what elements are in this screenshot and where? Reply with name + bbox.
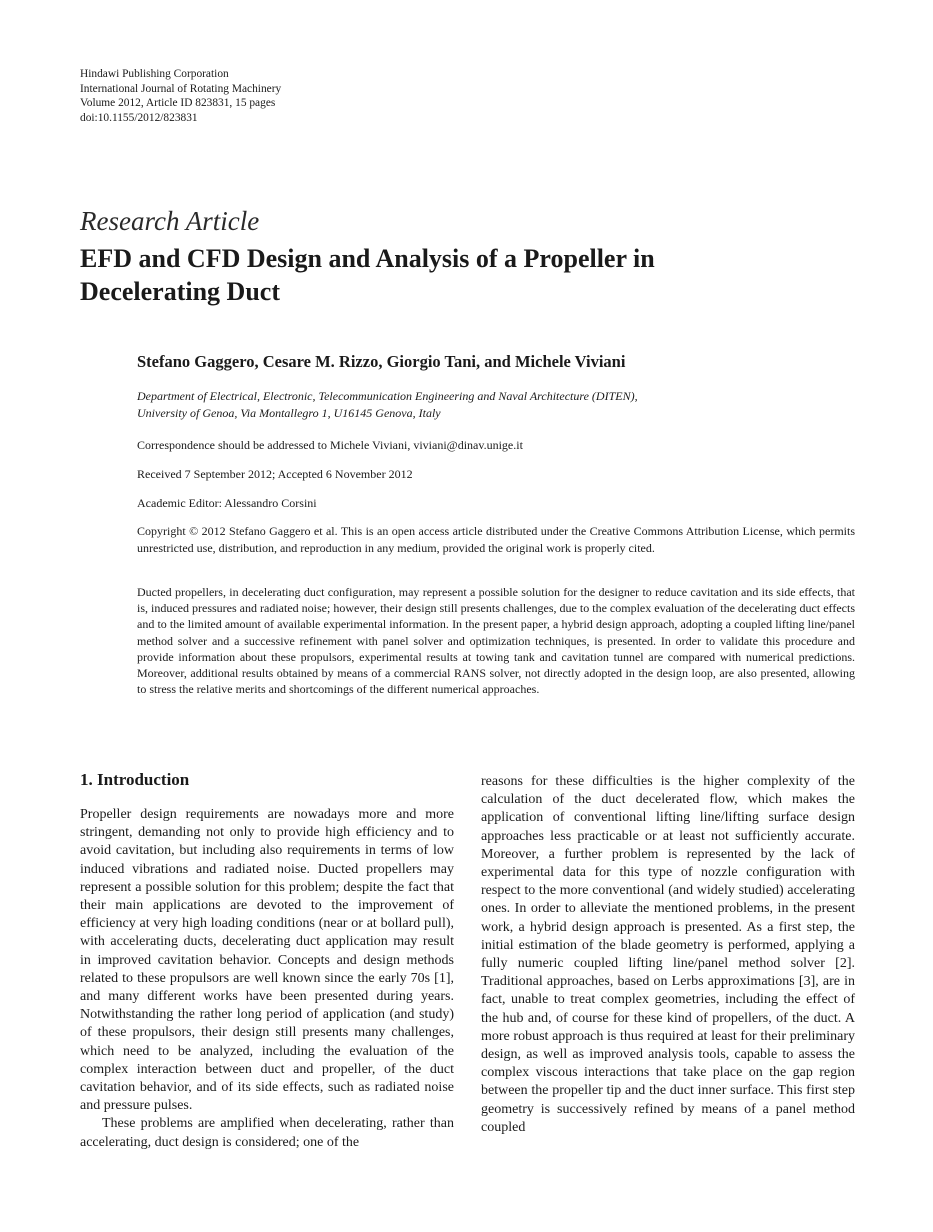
volume-info: Volume 2012, Article ID 823831, 15 pages bbox=[80, 97, 276, 110]
affiliation-line-1: Department of Electrical, Electronic, Telecommunication Engineering and Naval Architecture (DITEN), bbox=[137, 389, 638, 403]
doi: doi:10.1155/2012/823831 bbox=[80, 111, 198, 124]
intro-paragraph-2-continued: reasons for these difficulties is the higher complexity of the calculation of the duct decelerated flow, which makes the application of conventional lifting line/lifting surface design approaches less practicable or at least not sufficiently accurate. Moreover, a further problem is represented by the lack of experimental data for this type of nozzle configuration with respect to the more conventional (and widely studied) accelerating ones. In order to alleviate the mentioned problems, in the present work, a hybrid design approach is presented. As a first step, the initial estimation of the blade geometry is performed, applying a fully numeric coupled lifting line/panel method solver [2]. Traditional approaches, based on Lerbs approximations [3], are in fact, unable to treat complex geometries, including the effect of the hub and, of course for these kind of propellers, of the duct. A more robust approach is thus required at least for their preliminary design, as well as improved analysis tools, capable to assess the complex viscous interactions that take place on the gap region between the propeller tip and the duct inner surface. This first step geometry is successively refined by means of a panel method coupled bbox=[481, 774, 855, 1135]
journal-info bbox=[80, 67, 281, 125]
journal-name: International Journal of Rotating Machinery bbox=[80, 82, 282, 95]
affiliation-line-2: University of Genoa, Via Montallegro 1, U16145 Genova, Italy bbox=[137, 406, 441, 420]
intro-paragraph-2: These problems are amplified when decelerating, rather than accelerating, duct design is considered; one of the bbox=[80, 1116, 454, 1150]
correspondence: Correspondence should be addressed to Michele Viviani, viviani@dinav.unige.it bbox=[137, 438, 523, 452]
left-column bbox=[80, 806, 454, 1152]
article-type: Research Article bbox=[80, 206, 260, 236]
article-title: EFD and CFD Design and Analysis of a Propeller in Decelerating Duct bbox=[80, 244, 655, 306]
received-accepted-dates: Received 7 September 2012; Accepted 6 November 2012 bbox=[137, 467, 413, 481]
abstract: Ducted propellers, in decelerating duct configuration, may represent a possible solution for the designer to reduce cavitation and its side effects, that is, induced pressures and radiated noise; however, their design still presents challenges, due to the complex evaluation of the decelerating duct effects and to the limited amount of available experimental information. In the present paper, a hybrid design approach, adopting a coupled lifting line/panel method solver and a successive refinement with panel solver and optimization techniques, is presented. In order to validate this procedure and provide information about these propulsors, experimental results at towing tank and cavitation tunnel are compared with numerical predictions. Moreover, additional results obtained by means of a commercial RANS solver, not directly adopted in the design loop, are also presented, allowing to stress the relative merits and shortcomings of the different numerical approaches. bbox=[137, 585, 855, 697]
section-heading-introduction: 1. Introduction bbox=[80, 770, 190, 789]
academic-editor: Academic Editor: Alessandro Corsini bbox=[137, 496, 317, 510]
affiliation bbox=[137, 388, 638, 422]
publisher: Hindawi Publishing Corporation bbox=[80, 68, 229, 80]
right-column bbox=[481, 773, 855, 1137]
copyright-notice: Copyright © 2012 Stefano Gaggero et al. This is an open access article distributed under the Creative Commons Attribution License, which permits unrestricted use, distribution, and reproduction in any medium, provided the original work is properly cited. bbox=[137, 524, 855, 555]
authors: Stefano Gaggero, Cesare M. Rizzo, Giorgio Tani, and Michele Viviani bbox=[137, 352, 626, 371]
intro-paragraph-1: Propeller design requirements are nowadays more and more stringent, demanding not only to provide high efficiency and to avoid cavitation, but including also requirements in terms of low induced vibrations and radiated noise. Ducted propellers may represent a possible solution for this problem; despite the fact that their main applications are devoted to the improvement of efficiency at very high loading conditions (near or at bollard pull), with accelerating ducts, decelerating duct application may result in improved cavitation behavior. Concepts and design methods related to these propulsors are well known since the early 70s [1], and many different works have been presented during years. Notwithstanding the rather long period of application (and study) of these propulsors, their design still presents many challenges, which need to be analyzed, including the evaluation of the complex interaction between duct and propeller, of the duct cavitation behavior, and of its side effects, such as radiated noise and pressure pulses. bbox=[80, 807, 454, 1114]
